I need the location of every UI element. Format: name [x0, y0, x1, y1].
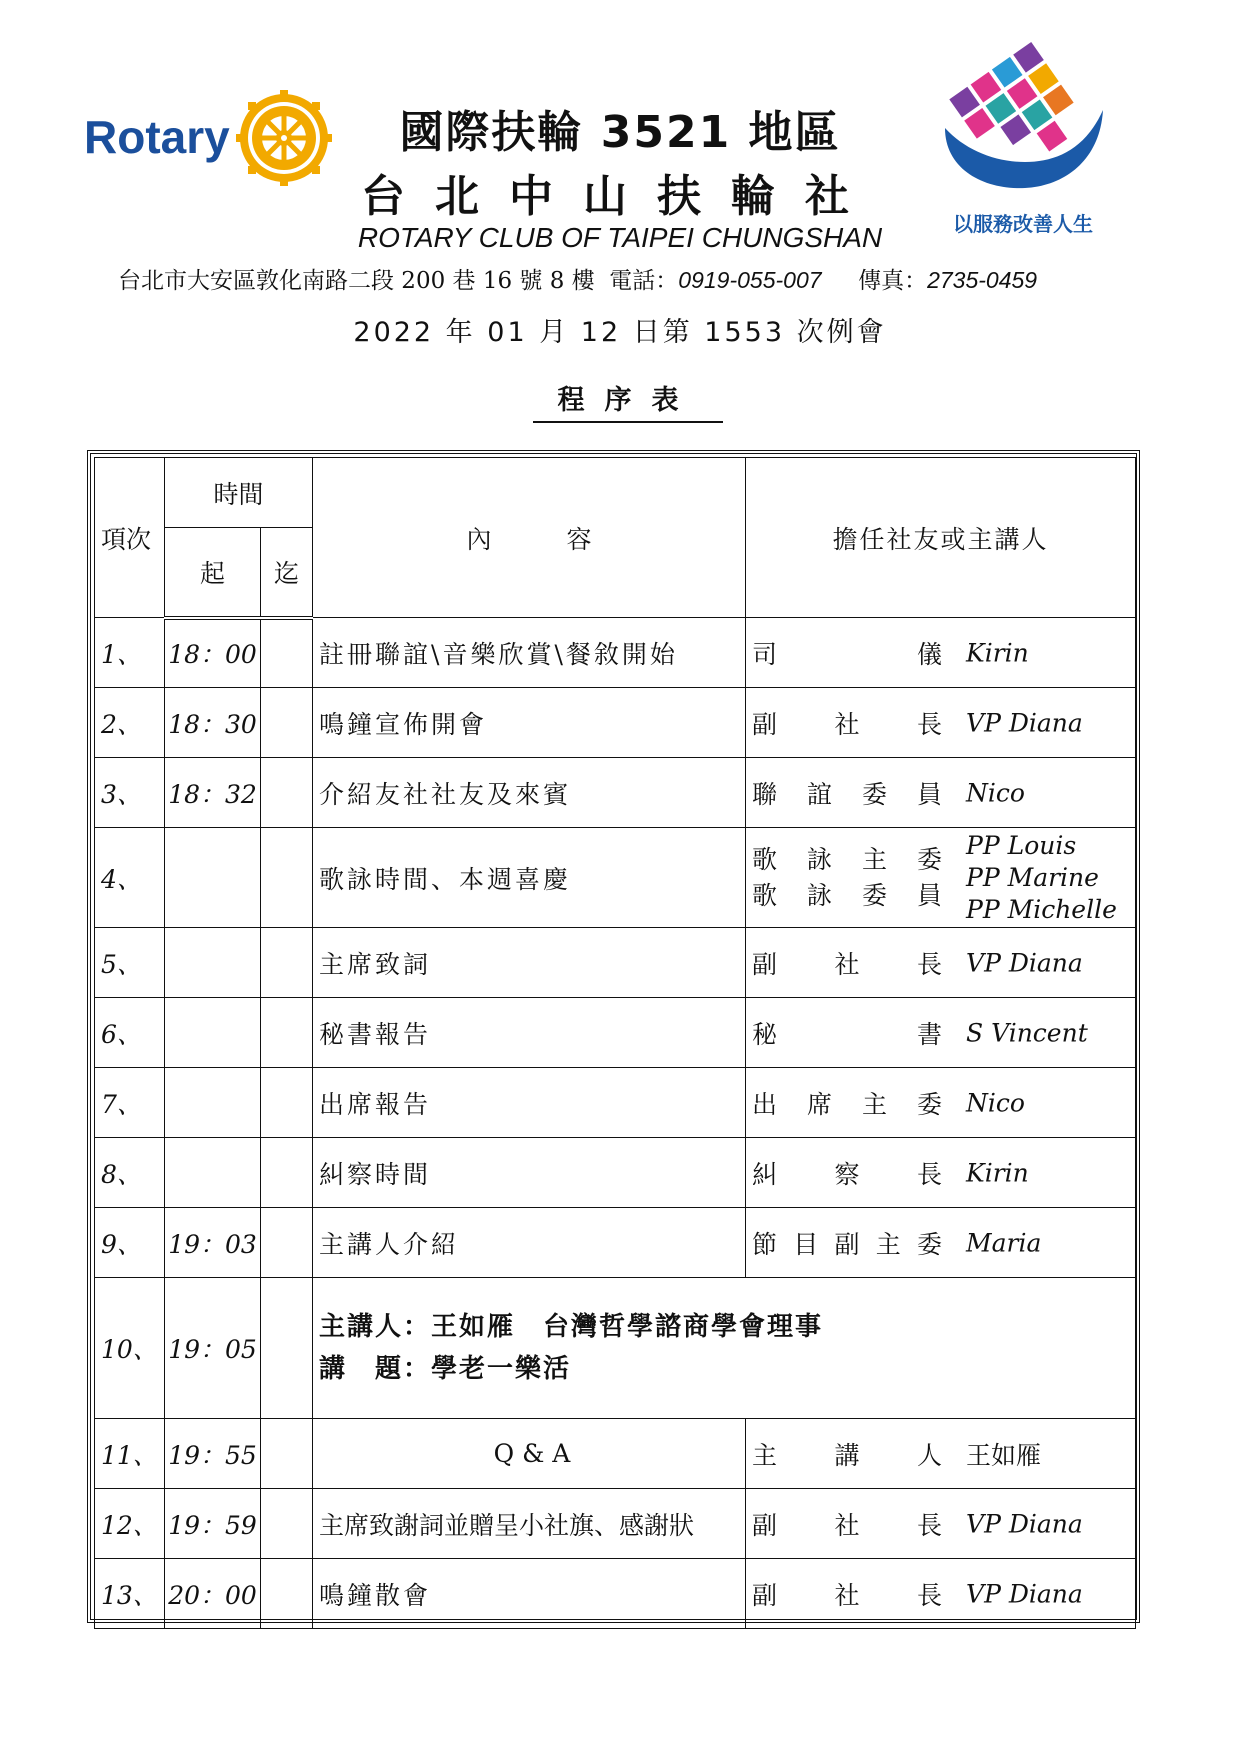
row-person-cell [746, 1489, 1136, 1559]
row-content: 主席致詞 [313, 928, 746, 998]
row-person: PP Louis [966, 830, 1077, 860]
rotary-wordmark: Rotary [84, 111, 230, 163]
row-end [261, 1208, 313, 1278]
row-role: 副社長 [752, 1510, 943, 1540]
row-end [261, 618, 313, 688]
row-no: 7、 [95, 1068, 165, 1138]
row-start: 18：30 [165, 688, 261, 758]
row-no: 12、 [95, 1489, 165, 1559]
fax: 2735-0459 [927, 267, 1038, 293]
row-end [261, 1489, 313, 1559]
address: 台北市大安區敦化南路二段 200 巷 16 號 8 樓 [118, 268, 595, 294]
row-end [261, 828, 313, 928]
phone: 0919-055-007 [678, 267, 822, 293]
row-person: Kirin [966, 1158, 1029, 1187]
row-content: Q & A [313, 1419, 746, 1489]
header-start: 起 [165, 528, 261, 618]
row-role: 副社長 [752, 1580, 943, 1610]
row-content: 歌詠時間、本週喜慶 [313, 828, 746, 928]
row-person: VP Diana [966, 1509, 1083, 1538]
row-start [165, 928, 261, 998]
club-address-line [118, 262, 1037, 295]
row-person: Maria [966, 1228, 1042, 1257]
row-person-cell [746, 688, 1136, 758]
row-no: 1、 [95, 618, 165, 688]
table-row [95, 828, 1136, 928]
row-person: VP Diana [966, 708, 1083, 737]
row-role: 糾察長 [752, 1159, 943, 1189]
row-person-cell [746, 998, 1136, 1068]
speaker-cell [313, 1278, 1136, 1419]
table-row [95, 618, 1136, 688]
row-person-cell [746, 1208, 1136, 1278]
speaker-name-line: 主講人：王如雁 台灣哲學諮商學會理事 [319, 1312, 824, 1342]
table-row [95, 1559, 1136, 1629]
row-end [261, 1559, 313, 1629]
row-content: 出席報告 [313, 1068, 746, 1138]
district-title: 國際扶輪 3521 地區 [399, 107, 841, 158]
row-person-cell [746, 758, 1136, 828]
row-end [261, 758, 313, 828]
row-no: 6、 [95, 998, 165, 1068]
row-role: 司儀 [752, 639, 943, 669]
phone-label: 電話： [609, 268, 679, 294]
row-content: 註冊聯誼\音樂欣賞\餐敘開始 [313, 618, 746, 688]
globe-hand-icon [935, 40, 1115, 205]
row-person: Nico [966, 778, 1025, 807]
row-start: 18：32 [165, 758, 261, 828]
club-name: 台北中山扶輪社 [361, 171, 879, 222]
header-time: 時間 [165, 458, 313, 528]
row-person: VP Diana [966, 1579, 1083, 1608]
row-start [165, 998, 261, 1068]
row-end [261, 998, 313, 1068]
row-start: 18：00 [165, 618, 261, 688]
row-person-2: PP Marine [966, 862, 1099, 892]
row-no: 10、 [95, 1278, 165, 1419]
row-content: 鳴鐘宣佈開會 [313, 688, 746, 758]
row-start [165, 828, 261, 928]
row-start [165, 1138, 261, 1208]
row-end [261, 1068, 313, 1138]
theme-logo [935, 40, 1115, 240]
row-content: 糾察時間 [313, 1138, 746, 1208]
speaker-topic-line: 講 題：學老一樂活 [319, 1354, 572, 1384]
row-no: 5、 [95, 928, 165, 998]
row-person-cell [746, 1419, 1136, 1489]
header-content: 內 容 [313, 458, 746, 618]
row-no: 3、 [95, 758, 165, 828]
row-person: Kirin [966, 638, 1029, 667]
row-person-cell [746, 618, 1136, 688]
row-start: 19：03 [165, 1208, 261, 1278]
row-role: 出席主委 [752, 1089, 943, 1119]
row-start: 19：55 [165, 1419, 261, 1489]
header-end: 迄 [261, 528, 313, 618]
row-end [261, 928, 313, 998]
table-row [95, 998, 1136, 1068]
row-role-2: 歌詠委員 [752, 880, 943, 910]
row-content: 主講人介紹 [313, 1208, 746, 1278]
row-content: 主席致謝詞並贈呈小社旗、感謝狀 [313, 1489, 746, 1559]
header-person: 擔任社友或主講人 [746, 458, 1136, 618]
row-no: 13、 [95, 1559, 165, 1629]
row-person: Nico [966, 1088, 1025, 1117]
table-row [95, 758, 1136, 828]
row-role: 秘書 [752, 1019, 943, 1049]
row-content: 鳴鐘散會 [313, 1559, 746, 1629]
table-row [95, 688, 1136, 758]
row-no: 8、 [95, 1138, 165, 1208]
row-role: 節目副主委 [752, 1229, 943, 1259]
row-person: VP Diana [966, 948, 1083, 977]
row-role: 聯誼委員 [752, 779, 943, 809]
table-row [95, 1278, 1136, 1419]
row-person-3: PP Michelle [966, 894, 1117, 924]
row-person-cell [746, 928, 1136, 998]
row-person-list [966, 830, 1117, 926]
table-row [95, 928, 1136, 998]
row-end [261, 1278, 313, 1419]
row-person: 王如雁 [966, 1440, 1042, 1470]
row-role: 副社長 [752, 709, 943, 739]
table-row [95, 1419, 1136, 1489]
row-end [261, 1419, 313, 1489]
meeting-date-line: 2022 年 01 月 12 日第 1553 次例會 [353, 317, 887, 348]
row-person: S Vincent [966, 1018, 1088, 1047]
program-table [87, 450, 1140, 1623]
row-role: 主講人 [752, 1440, 943, 1470]
row-no: 9、 [95, 1208, 165, 1278]
table-row [95, 1489, 1136, 1559]
row-person-cell [746, 1559, 1136, 1629]
row-person-cell [746, 828, 1136, 928]
table-row [95, 1138, 1136, 1208]
row-role: 副社長 [752, 949, 943, 979]
row-end [261, 688, 313, 758]
row-person-cell [746, 1068, 1136, 1138]
row-start: 19：05 [165, 1278, 261, 1419]
row-no: 2、 [95, 688, 165, 758]
motto: 以服務改善人生 [953, 212, 1093, 236]
table-row [95, 1208, 1136, 1278]
row-person-cell [746, 1138, 1136, 1208]
header-no: 項次 [95, 458, 165, 618]
club-name-en: ROTARY CLUB OF TAIPEI CHUNGSHAN [357, 222, 883, 253]
program-title: 程序表 [533, 378, 723, 423]
row-content: 秘書報告 [313, 998, 746, 1068]
row-no: 11、 [95, 1419, 165, 1489]
table-row [95, 1068, 1136, 1138]
row-start [165, 1068, 261, 1138]
row-role: 歌詠主委 [752, 844, 943, 874]
row-start: 20：00 [165, 1559, 261, 1629]
row-content: 介紹友社社友及來賓 [313, 758, 746, 828]
row-no: 4、 [95, 828, 165, 928]
fax-label: 傳真： [858, 268, 928, 294]
row-start: 19：59 [165, 1489, 261, 1559]
row-end [261, 1138, 313, 1208]
